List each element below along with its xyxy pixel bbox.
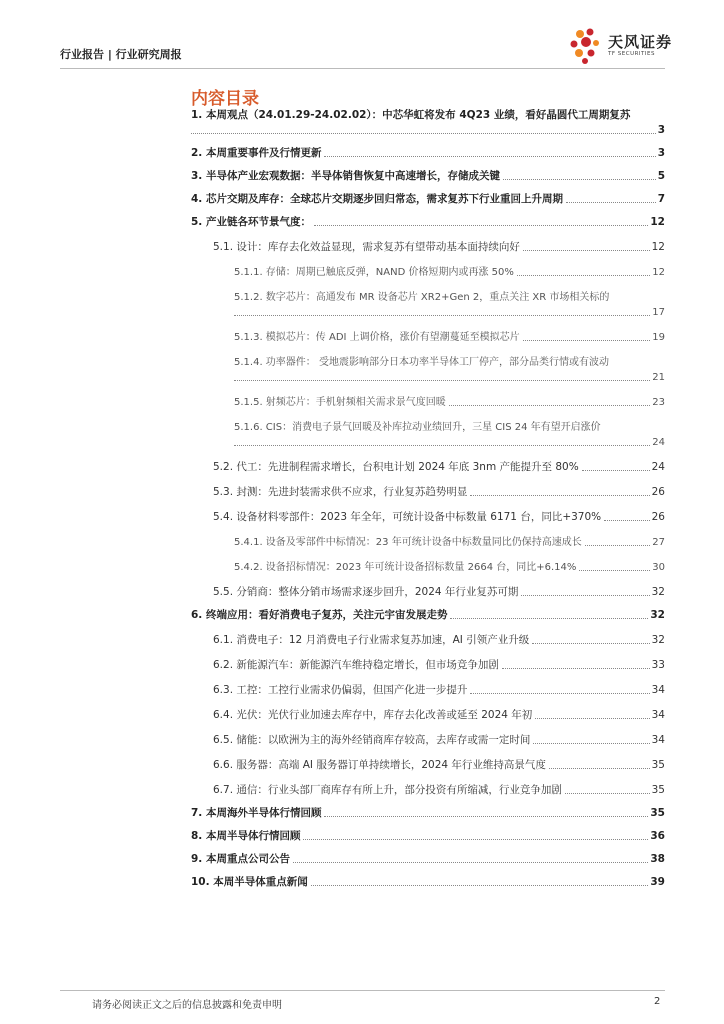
toc-entry-page: 34: [651, 709, 665, 721]
toc-entry-page: 26: [651, 511, 665, 523]
toc-leader-dots: [585, 544, 651, 546]
toc-entry[interactable]: [191, 192, 665, 207]
toc-entry-page: 3: [657, 124, 665, 136]
toc-leader-dots: [293, 861, 648, 863]
header-divider: [60, 68, 665, 69]
toc-entry-page: 3: [657, 147, 665, 159]
table-of-contents: [191, 108, 665, 890]
toc-entry[interactable]: [213, 758, 665, 773]
toc-title: 内容目录: [191, 89, 259, 109]
toc-leader-dots: [449, 404, 650, 406]
toc-entry-page: 26: [651, 486, 665, 498]
toc-entry-page: 5: [657, 170, 665, 182]
toc-leader-dots: [311, 884, 649, 886]
toc-entry-page: 39: [650, 876, 665, 888]
logo-text-en: TF SECURITIES: [608, 51, 655, 57]
toc-entry-page: 12: [651, 241, 665, 253]
toc-leader-dots: [535, 717, 649, 719]
toc-entry-text: 6.4. 光伏：光伏行业加速去库存中，库存去化改善或延至 2024 年初: [213, 709, 533, 721]
toc-entry-page: 33: [651, 659, 665, 671]
toc-entry-text: 9. 本周重点公司公告: [191, 853, 290, 865]
toc-entry-page: 23: [652, 397, 665, 408]
toc-leader-dots: [324, 155, 655, 157]
toc-entry[interactable]: [213, 708, 665, 723]
toc-entry-text: 6.1. 消费电子：12 月消费电子行业需求复苏加速，AI 引领产业升级: [213, 634, 530, 646]
toc-leader-dots: [303, 838, 648, 840]
toc-entry[interactable]: [213, 510, 665, 525]
toc-entry-page: 34: [651, 734, 665, 746]
toc-entry[interactable]: [234, 395, 665, 410]
toc-entry-text: 5.1.1. 存储：周期已触底反弹，NAND 价格短期内或再涨 50%: [234, 267, 514, 278]
toc-entry-page: 35: [651, 759, 665, 771]
toc-entry[interactable]: [234, 420, 665, 450]
toc-entry-text: 8. 本周半导体行情回顾: [191, 830, 301, 842]
toc-leader-dots: [502, 667, 650, 669]
toc-entry[interactable]: [213, 460, 665, 475]
toc-entry-page: 32: [651, 634, 665, 646]
toc-entry-text: 4. 芯片交期及库存：全球芯片交期逐步回归常态，需求复苏下行业重回上升周期: [191, 193, 563, 205]
toc-leader-dots: [450, 617, 648, 619]
toc-leader-dots: [604, 519, 649, 521]
toc-entry-page: 21: [652, 372, 665, 383]
toc-entry-text: 5. 产业链各环节景气度：: [191, 216, 311, 228]
toc-entry[interactable]: [234, 330, 665, 345]
toc-entry[interactable]: [234, 355, 665, 385]
toc-entry[interactable]: [213, 485, 665, 500]
toc-entry-text: 6.3. 工控：工控行业需求仍偏弱，但国产化进一步提升: [213, 684, 468, 696]
toc-entry-page: 12: [652, 267, 665, 278]
toc-entry-text: 5.5. 分销商：整体分销市场需求逐步回升，2024 年行业复苏可期: [213, 586, 519, 598]
toc-leader-dots: [549, 767, 650, 769]
toc-entry[interactable]: [191, 169, 665, 184]
toc-leader-dots: [533, 742, 649, 744]
toc-entry-text: 6.7. 通信：行业头部厂商库存有所上升，部分投资有所缩减，行业竞争加剧: [213, 784, 562, 796]
toc-entry[interactable]: [213, 658, 665, 673]
toc-entry[interactable]: [191, 875, 665, 890]
toc-entry-page: 27: [652, 537, 665, 548]
toc-leader-dots: [324, 815, 648, 817]
toc-entry[interactable]: [213, 683, 665, 698]
toc-entry[interactable]: [191, 806, 665, 821]
toc-entry-text: 2. 本周重要事件及行情更新: [191, 147, 322, 159]
toc-entry-page: 24: [652, 437, 665, 448]
toc-leader-dots: [566, 201, 656, 203]
toc-entry[interactable]: [234, 290, 665, 320]
toc-leader-dots: [523, 339, 651, 341]
toc-leader-dots: [234, 314, 650, 316]
toc-entry-page: 24: [651, 461, 665, 473]
toc-entry-text: 6.5. 储能：以欧洲为主的海外经销商库存较高，去库存或需一定时间: [213, 734, 531, 746]
toc-entry-text: 1. 本周观点（24.01.29-24.02.02）：中芯华虹将发布 4Q23 业绩，看好晶圆代工周期复苏: [191, 109, 631, 121]
toc-leader-dots: [582, 469, 650, 471]
toc-entry-text: 5.4.2. 设备招标情况：2023 年可统计设备招标数量 2664 台，同比+6.14%: [234, 562, 577, 573]
footer-divider: [60, 990, 665, 991]
toc-entry-text: 5.1.6. CIS：消费电子景气回暖及补库拉动业绩回升，三星 CIS 24 年有望开启涨价: [234, 422, 601, 433]
toc-entry-page: 35: [651, 784, 665, 796]
toc-entry[interactable]: [191, 215, 665, 230]
toc-entry[interactable]: [191, 108, 665, 138]
toc-entry[interactable]: [234, 265, 665, 280]
toc-entry[interactable]: [191, 852, 665, 867]
toc-entry[interactable]: [234, 535, 665, 550]
toc-leader-dots: [314, 224, 648, 226]
toc-entry-text: 6.2. 新能源汽车：新能源汽车维持稳定增长，但市场竞争加剧: [213, 659, 499, 671]
footer-disclaimer: 请务必阅读正文之后的信息披露和免责申明: [92, 1000, 282, 1011]
toc-entry[interactable]: [213, 585, 665, 600]
toc-entry-page: 35: [650, 807, 665, 819]
page-number: 2: [654, 996, 661, 1007]
toc-entry-page: 17: [652, 307, 665, 318]
toc-leader-dots: [532, 642, 649, 644]
toc-entry-page: 36: [650, 830, 665, 842]
toc-leader-dots: [234, 379, 650, 381]
toc-entry-page: 38: [650, 853, 665, 865]
toc-entry-text: 6.6. 服务器：高端 AI 服务器订单持续增长，2024 年行业维持高景气度: [213, 759, 546, 771]
toc-entry-text: 5.3. 封测：先进封装需求供不应求，行业复苏趋势明显: [213, 486, 468, 498]
toc-entry-text: 7. 本周海外半导体行情回顾: [191, 807, 322, 819]
toc-entry-page: 34: [651, 684, 665, 696]
toc-leader-dots: [234, 444, 650, 446]
toc-entry-text: 5.2. 代工：先进制程需求增长，台积电计划 2024 年底 3nm 产能提升至 80%: [213, 461, 579, 473]
toc-entry-page: 32: [650, 609, 665, 621]
toc-entry-text: 5.1. 设计：库存去化效益显现，需求复苏有望带动基本面持续向好: [213, 241, 520, 253]
toc-entry[interactable]: [213, 733, 665, 748]
toc-entry[interactable]: [191, 146, 665, 161]
toc-entry[interactable]: [234, 560, 665, 575]
toc-entry-text: 5.4.1. 设备及零部件中标情况：23 年可统计设备中标数量同比仍保持高速成长: [234, 537, 582, 548]
toc-entry[interactable]: [191, 608, 665, 623]
toc-entry-text: 5.1.5. 射频芯片：手机射频相关需求景气度回暖: [234, 397, 446, 408]
toc-leader-dots: [523, 249, 650, 251]
toc-entry-text: 3. 半导体产业宏观数据：半导体销售恢复中高速增长，存储成关键: [191, 170, 500, 182]
toc-entry[interactable]: [213, 783, 665, 798]
toc-leader-dots: [470, 692, 649, 694]
toc-entry[interactable]: [191, 829, 665, 844]
toc-leader-dots: [470, 494, 649, 496]
toc-leader-dots: [503, 178, 656, 180]
toc-leader-dots: [521, 594, 649, 596]
toc-entry-text: 6. 终端应用：看好消费电子复苏，关注元宇宙发展走势: [191, 609, 448, 621]
toc-entry-page: 30: [652, 562, 665, 573]
toc-entry-page: 7: [657, 193, 665, 205]
toc-entry-text: 5.1.2. 数字芯片：高通发布 MR 设备芯片 XR2+Gen 2，重点关注 XR 市场相关标的: [234, 292, 610, 303]
toc-entry-text: 5.1.3. 模拟芯片：传 ADI 上调价格，涨价有望潮蔓延至模拟芯片: [234, 332, 520, 343]
report-type-header: 行业报告 | 行业研究周报: [60, 48, 182, 61]
logo-text-cn: 天风证券: [608, 33, 673, 51]
toc-entry-text: 5.4. 设备材料零部件：2023 年全年，可统计设备中标数量 6171 台，同比+370%: [213, 511, 602, 523]
toc-leader-dots: [517, 274, 650, 276]
toc-entry-text: 10. 本周半导体重点新闻: [191, 876, 308, 888]
toc-entry-page: 19: [652, 332, 665, 343]
toc-leader-dots: [191, 132, 656, 134]
toc-entry[interactable]: [213, 240, 665, 255]
toc-leader-dots: [565, 792, 650, 794]
toc-entry[interactable]: [213, 633, 665, 648]
toc-entry-page: 12: [650, 216, 665, 228]
toc-entry-page: 32: [651, 586, 665, 598]
toc-leader-dots: [579, 569, 650, 571]
toc-entry-text: 5.1.4. 功率器件： 受地震影响部分日本功率半导体工厂停产，部分品类行情或有波动: [234, 357, 609, 368]
